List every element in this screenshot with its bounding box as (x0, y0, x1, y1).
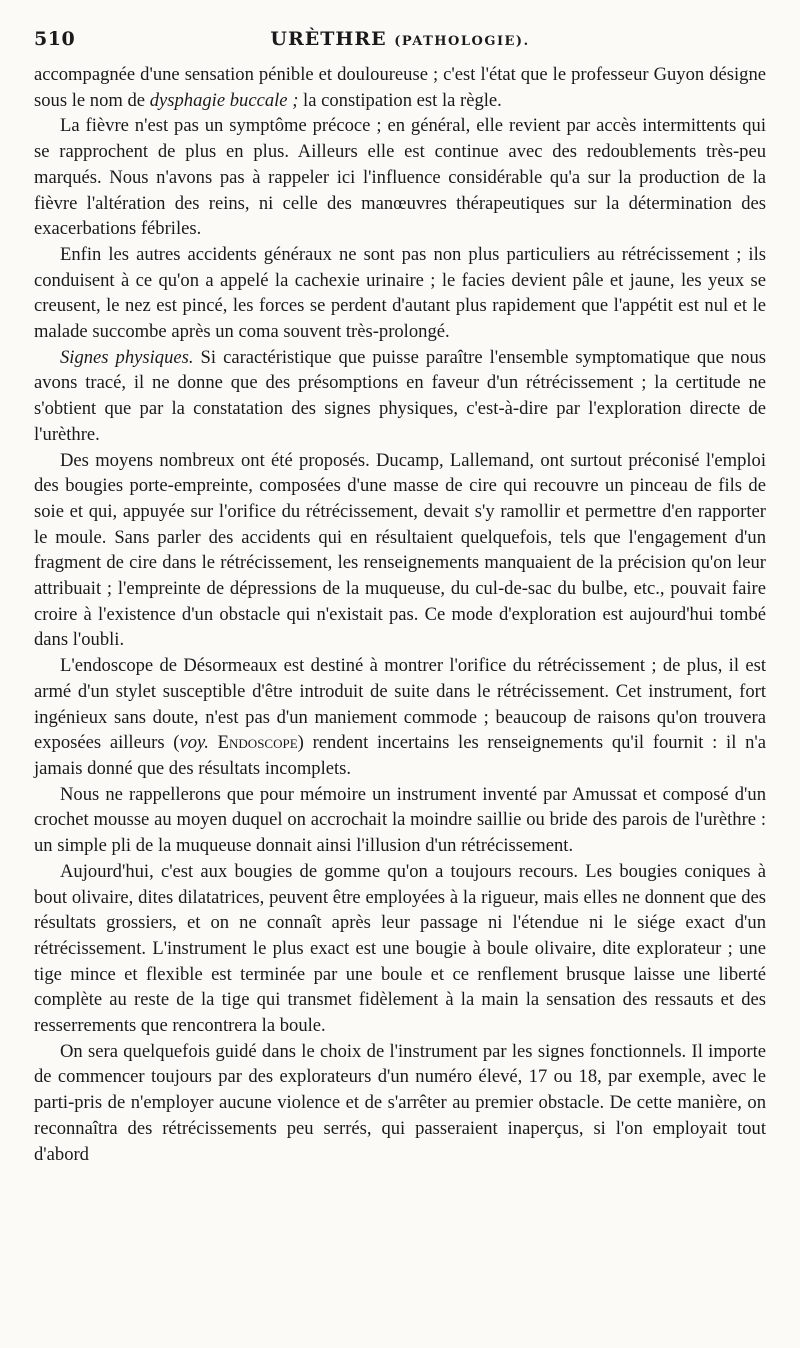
smallcaps-text: Endoscope (217, 732, 298, 754)
paragraph (34, 62, 766, 113)
paragraph (34, 448, 766, 654)
text-run: Enfin les autres accidents généraux ne sont pas non plus particuliers au rétrécissement ; ils conduisent à ce qu'on a appelé la cachexie urinaire ; le facies devient pâle et jaune, les yeux se creusent, le nez est pincé, les forces se perdent d'autant plus rapidement que l'appétit est nul et le malade succombe après un coma souvent très-prolongé. (34, 243, 766, 343)
running-head (34, 28, 766, 50)
text-run: L'endoscope de Désormeaux est destiné à montrer l'orifice du rétrécissement ; de plus, il est armé d'un stylet susceptible d'être introduit de suite dans le rétrécissement. Cet instrument, fort ingénieux sans doute, n'est pas d'un maniement commode ; beaucoup de raisons qu'on trouvera exposées ailleurs ( (34, 655, 766, 754)
paragraph (34, 242, 766, 345)
italic-text: Signes physiques. (60, 346, 194, 368)
text-run: Aujourd'hui, c'est aux bougies de gomme qu'on a toujours recours. Les bougies coniques à bout olivaire, dites dilatatrices, peuvent être employées à la rigueur, mais elles ne donnent que des résultats grossiers, et on ne connaît après leur passage ni l'étendue ni le siége exact d'un rétrécissement. L'instrument le plus exact est une bougie à boule olivaire, dite explorateur ; une tige mince et flexible est terminée par une boule et ce renflement brusque laisse une liberté complète au reste de la tige qui transmet fidèlement à la main la sensation des ressauts et des resserrements que rencontrera la boule. (34, 860, 766, 1037)
text-run: Si caractéristique que puisse paraître l'ensemble symptomatique que nous avons tracé, il ne donne que des présomptions en faveur d'un rétrécissement ; la certitude ne s'obtient que par la constatation des signes physiques, c'est-à-dire par l'exploration directe de l'urèthre. (34, 346, 766, 445)
text-run: On sera quelquefois guidé dans le choix de l'instrument par les signes fonctionnels. Il importe de commencer toujours par des explorateurs d'un numéro élevé, 17 ou 18, par exemple, avec le parti-pris de n'employer aucune violence et de s'arrêter au premier obstacle. De cette manière, on reconnaîtra des rétrécissements peu serrés, qui passeraient inaperçus, si l'on employait tout d'abord (34, 1040, 766, 1165)
paragraph (34, 782, 766, 859)
italic-text: voy. (179, 732, 209, 754)
paragraph (34, 113, 766, 242)
text-run: accompagnée d'une sensation pénible et douloureuse ; c'est l'état que le professeur Guyon désigne sous le nom de (34, 64, 766, 111)
text-run: Des moyens nombreux ont été proposés. Ducamp, Lallemand, ont surtout préconisé l'emploi des bougies porte-empreinte, composées d'une masse de cire qui recouvre un pinceau de fils de soie et qui, appuyée sur l'orifice du rétrécissement, devait s'y ramollir et permettre d'en rapporter le moule. Sans parler des accidents qui en résultaient quelquefois, tels que l'engagement d'un fragment de cire dans le rétrécissement, les renseignements manquaient de la précision qu'on leur attribuait ; l'empreinte de dépressions de la muqueuse, du cul-de-sac du bulbe, etc., pouvait faire croire à l'existence d'un obstacle qui n'existait pas. Ce mode d'exploration est aujourd'hui tombé dans l'oubli. (34, 449, 766, 651)
text-run (209, 732, 218, 753)
italic-text: dysphagie buccale ; (149, 89, 299, 111)
running-head-subtitle: (PATHOLOGIE). (394, 34, 530, 49)
text-run: Nous ne rappellerons que pour mémoire un instrument inventé par Amussat et composé d'un crochet mousse au moyen duquel on accrochait la moindre saillie ou bride des parois de l'urèthre : un simple pli de la muqueuse donnait ainsi l'illusion d'un rétrécissement. (34, 783, 766, 857)
paragraph (34, 345, 766, 448)
paragraph (34, 1039, 766, 1168)
paragraph (34, 653, 766, 782)
running-head-title: URÈTHRE (270, 28, 387, 50)
paragraph (34, 859, 766, 1039)
text-run: La fièvre n'est pas un symptôme précoce ; en général, elle revient par accès intermittents qui se rapprochent de plus en plus. Ailleurs elle est continue avec des redoublements très-peu marqués. Nous n'avons pas à rappeler ici l'influence considérable qu'a sur la production de la fièvre l'altération des reins, ni celle des manœuvres thérapeutiques sur la détermination des exacerbations fébriles. (34, 115, 766, 240)
body-text (34, 62, 766, 1167)
page-number: 510 (34, 28, 76, 50)
page-header (34, 28, 766, 58)
text-run: ) rendent incertains les renseignements qu'il fournit : il n'a jamais donné que des résultats incomplets. (34, 732, 766, 779)
text-run: la constipation est la règle. (298, 89, 502, 111)
